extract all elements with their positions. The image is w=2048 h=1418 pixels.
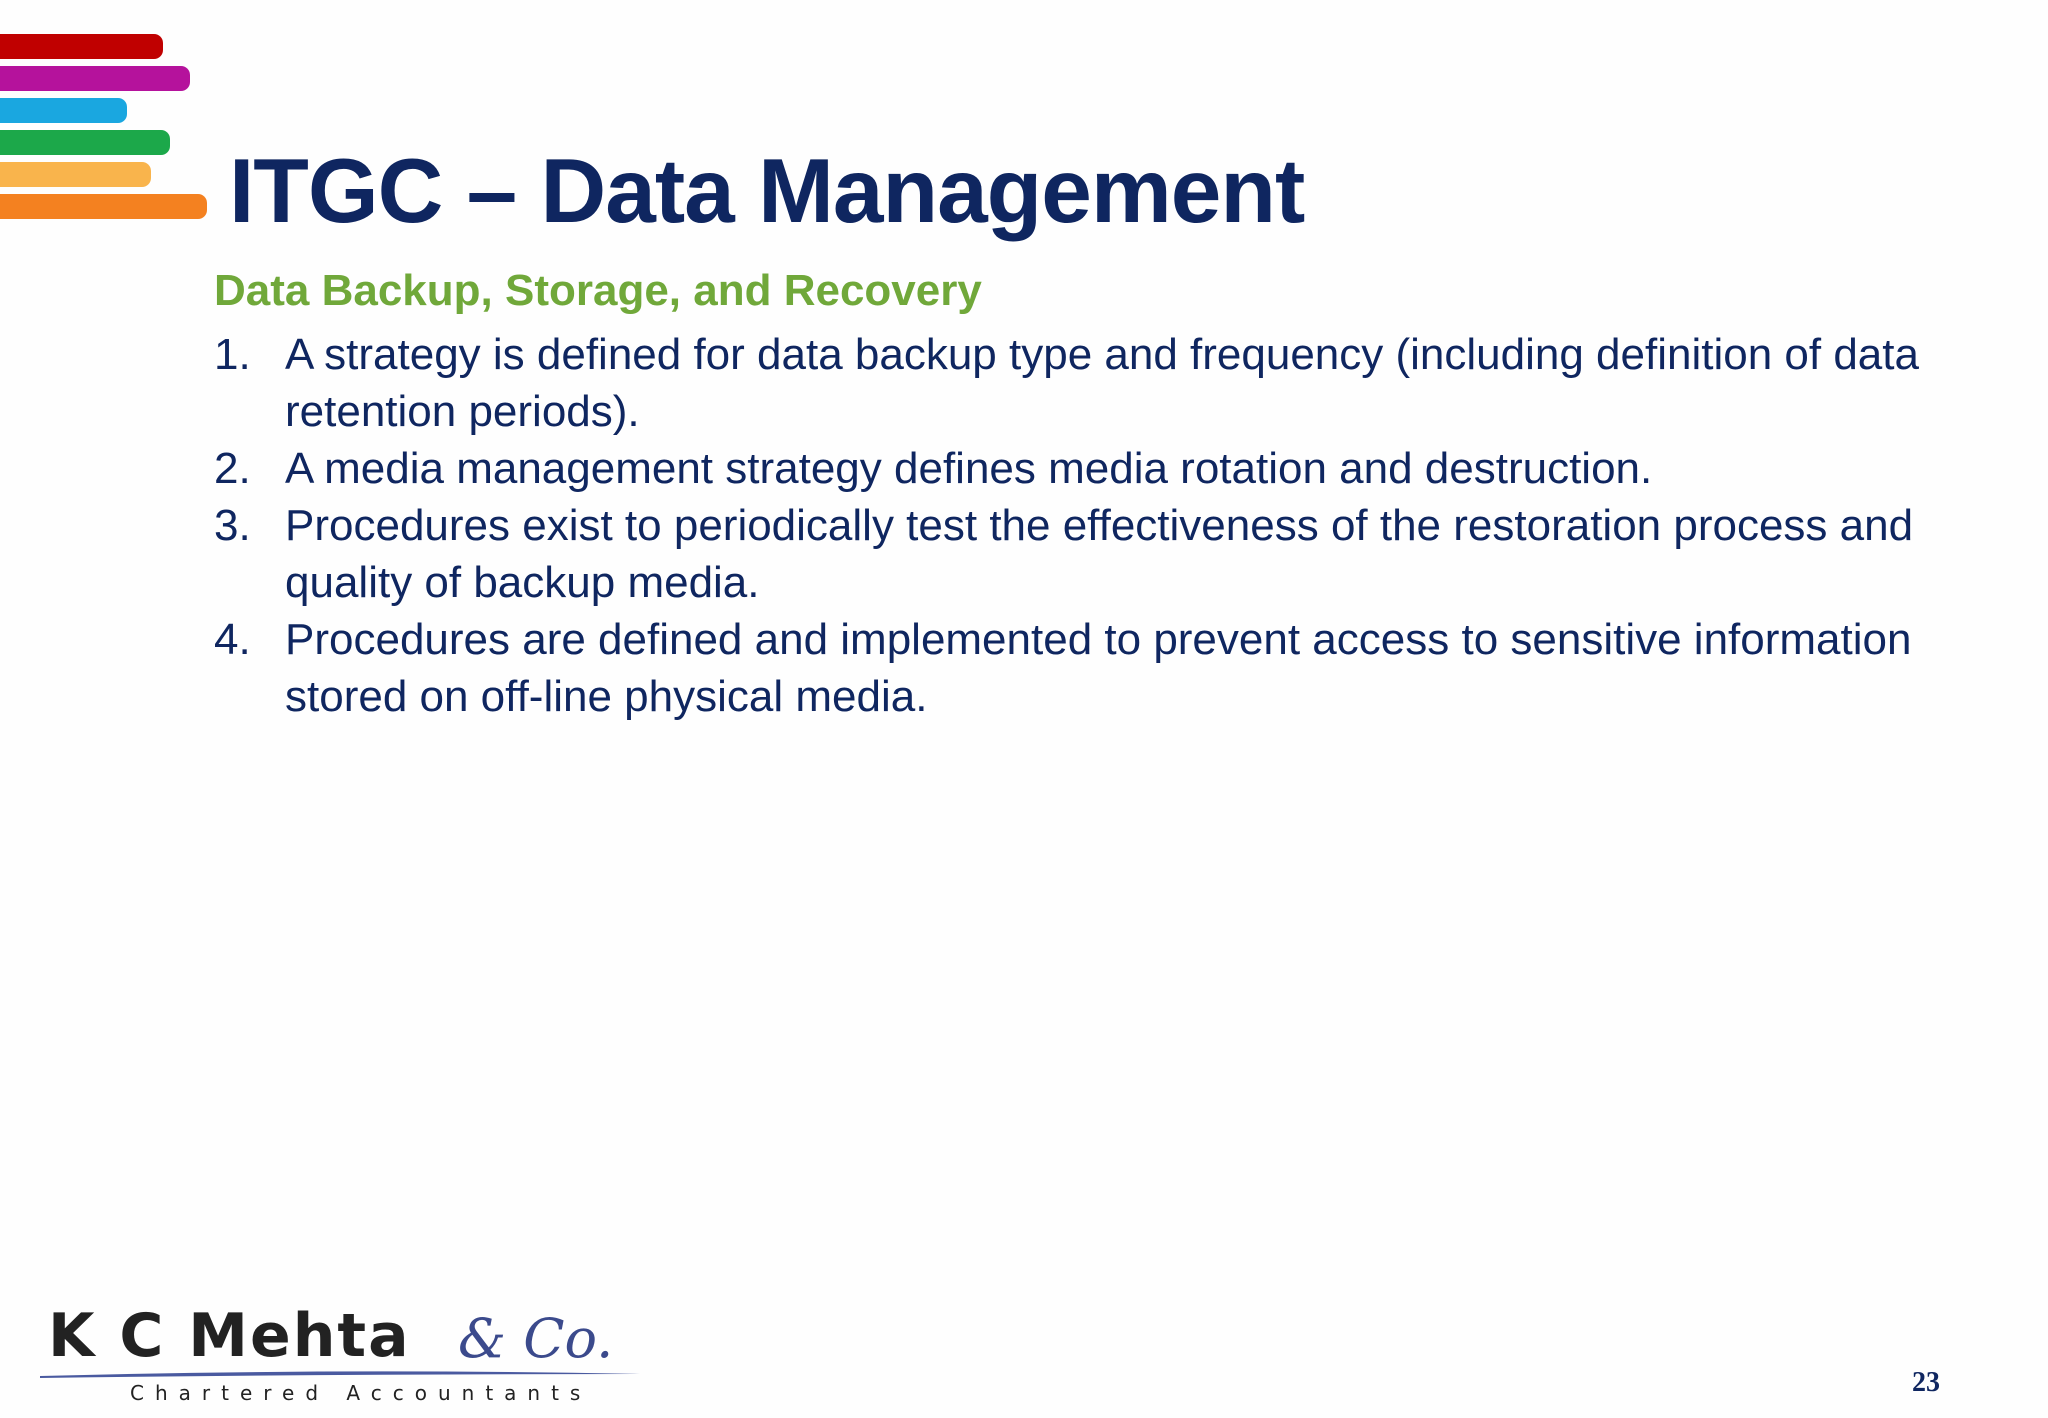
page-number: 23 bbox=[1912, 1367, 1940, 1398]
list-item bbox=[214, 497, 1934, 611]
list-item-text: Procedures are defined and implemented to prevent access to sensitive information stored on off-line physical media. bbox=[285, 615, 1912, 721]
company-logo bbox=[40, 1300, 640, 1410]
list-item-number: 2. bbox=[214, 444, 251, 493]
list-item-number: 1. bbox=[214, 330, 251, 379]
section-subtitle: Data Backup, Storage, and Recovery bbox=[214, 266, 982, 315]
color-bar-red bbox=[0, 34, 163, 59]
logo-name: K C Mehta bbox=[48, 1301, 411, 1371]
list-item-text: Procedures exist to periodically test the effectiveness of the restoration process and quality of backup media. bbox=[285, 501, 1914, 607]
list-item bbox=[214, 326, 1934, 440]
slide-content bbox=[214, 262, 1934, 725]
slide-title: ITGC – Data Management bbox=[229, 141, 1305, 242]
color-bar-magenta bbox=[0, 66, 190, 91]
control-list bbox=[214, 326, 1934, 725]
color-bar-yellow bbox=[0, 162, 151, 187]
list-item-number: 4. bbox=[214, 615, 251, 664]
list-item-number: 3. bbox=[214, 501, 251, 550]
color-bar-orange bbox=[0, 194, 207, 219]
logo-script: & Co. bbox=[458, 1307, 614, 1370]
list-item-text: A strategy is defined for data backup type and frequency (including definition of data retention periods). bbox=[285, 330, 1919, 436]
color-bar-green bbox=[0, 130, 170, 155]
list-item-text: A media management strategy defines media rotation and destruction. bbox=[285, 444, 1653, 493]
list-item bbox=[214, 440, 1934, 497]
logo-tagline: Chartered Accountants bbox=[130, 1381, 592, 1405]
decorative-color-bars bbox=[0, 0, 220, 240]
color-bar-blue bbox=[0, 98, 127, 123]
list-item bbox=[214, 611, 1934, 725]
